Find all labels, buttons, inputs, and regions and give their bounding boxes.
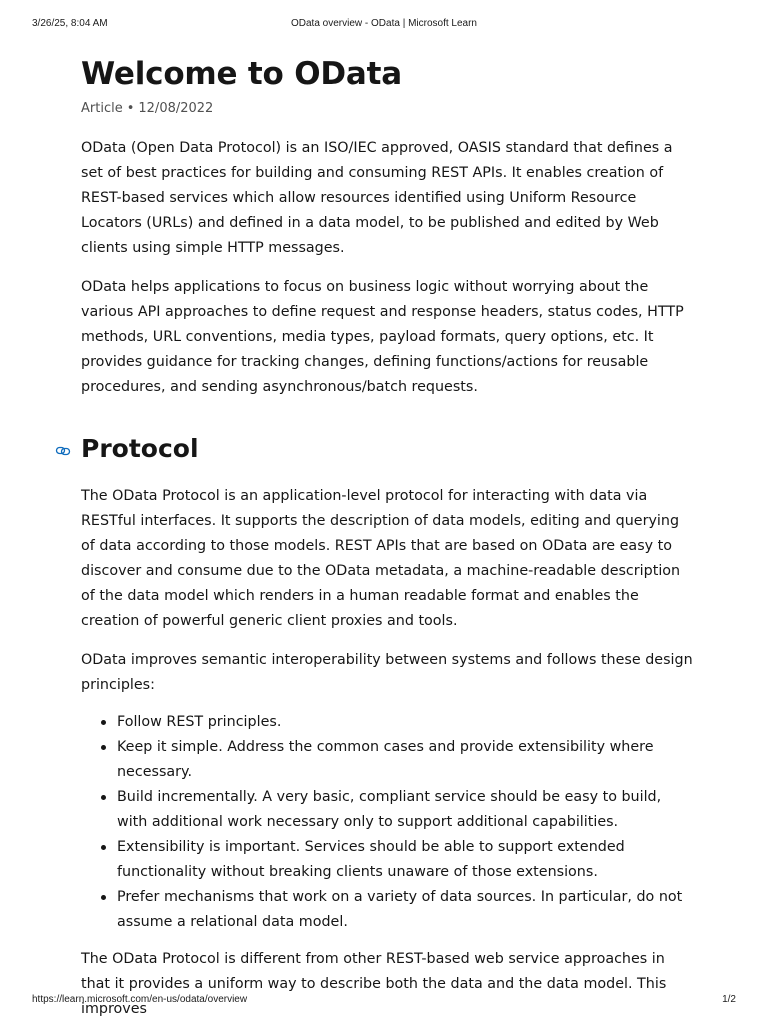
protocol-paragraph-3: The OData Protocol is different from other REST-based web service approaches in that it provides a uniform way to describe both the data and the data model. This improves (81, 951, 667, 1017)
article-date: 12/08/2022 (138, 101, 214, 116)
article-type: Article (81, 101, 123, 116)
article-meta (81, 100, 693, 118)
list-item: Build incrementally. A very basic, compliant service should be easy to build, with additional work necessary only to support additional capabilities. (117, 785, 693, 835)
print-url: https://learn.microsoft.com/en-us/odata/overview (32, 994, 248, 1005)
print-header (32, 18, 736, 32)
list-item: Extensibility is important. Services should be able to support extended functionality without breaking clients unaware of those extensions. (117, 835, 693, 885)
list-item: Keep it simple. Address the common cases and provide extensibility where necessary. (117, 735, 693, 785)
list-item: Follow REST principles. (117, 710, 693, 735)
print-date: 3/26/25, 8:04 AM (32, 18, 108, 29)
article (81, 54, 693, 1022)
protocol-paragraph-2: OData improves semantic interoperability between systems and follows these design principles: (81, 652, 693, 693)
protocol-heading: Protocol (81, 434, 199, 463)
print-footer (32, 994, 736, 1008)
print-page-title: OData overview - OData | Microsoft Learn (291, 18, 477, 29)
protocol-paragraph-1: The OData Protocol is an application-level protocol for interacting with data via RESTful interfaces. It supports the description of data models, editing and querying of data according to those models. REST APIs that are based on OData are easy to discover and consume due to the OData metadata, a machine-readable description of the data model which renders in a human readable format and enables the creation of powerful generic client proxies and tools. (81, 488, 681, 629)
design-principles-list (81, 710, 693, 935)
page-title: Welcome to OData (81, 56, 402, 92)
intro-paragraph-2: OData helps applications to focus on business logic without worrying about the various API approaches to define request and response headers, status codes, HTTP methods, URL conventions, media types, payload formats, query options, etc. It provides guidance for tracking changes, defining functions/actions for reusable procedures, and sending asynchronous/batch requests. (81, 279, 684, 395)
list-item: Prefer mechanisms that work on a variety of data sources. In particular, do not assume a relational data model. (117, 885, 693, 935)
link-icon[interactable] (55, 443, 71, 459)
meta-separator: • (126, 101, 135, 116)
intro-paragraph-1: OData (Open Data Protocol) is an ISO/IEC approved, OASIS standard that defines a set of best practices for building and consuming REST APIs. It enables creation of REST-based services which allow resources identified using Uniform Resource Locators (URLs) and defined in a data model, to be published and edited by Web clients using simple HTTP messages. (81, 140, 673, 256)
page-number: 1/2 (722, 994, 736, 1005)
protocol-section-header (81, 432, 693, 466)
